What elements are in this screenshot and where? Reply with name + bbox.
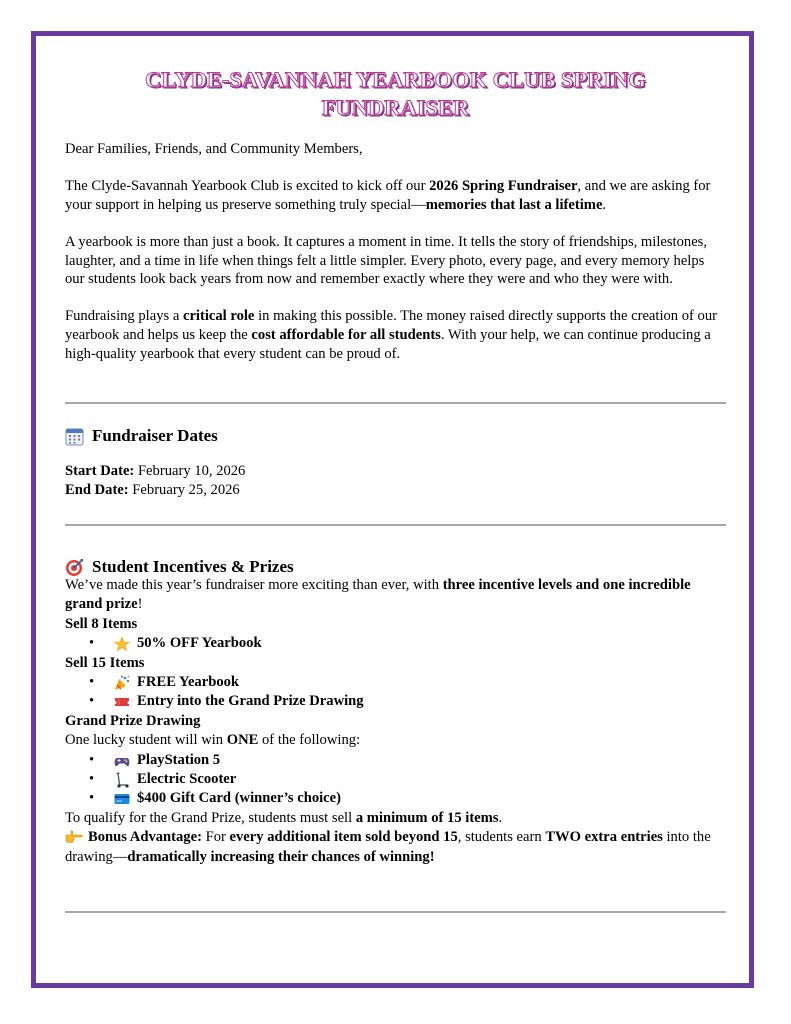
paragraph-yearbook: A yearbook is more than just a book. It captures a moment in time. It tells the story of friendships, milestones, laughter, and a time in life when things felt a little simpler. Every photo, every page, and every memory helps our students look back years from now and remember exactly where they were and who they were with.: [65, 233, 708, 288]
qualify-text: To qualify for the Grand Prize, students must sell a minimum of 15 items.: [65, 809, 503, 826]
grand-prize-list: [65, 751, 727, 809]
divider: [65, 524, 726, 526]
scooter-icon: [114, 772, 130, 788]
dates-heading: Fundraiser Dates: [65, 426, 218, 446]
target-icon: [65, 558, 84, 577]
star-icon: [114, 636, 130, 652]
game-controller-icon: [114, 753, 130, 769]
list-item: • PlayStation 5: [65, 751, 727, 770]
ticket-icon: [114, 694, 130, 710]
incentives-intro: We’ve made this year’s fundraiser more exciting than ever, with three incentive levels and one incredible grand prize!: [65, 577, 691, 613]
dates-block: [65, 462, 727, 501]
list-item: • FREE Yearbook: [65, 673, 727, 692]
start-date: Start Date: February 10, 2026: [65, 463, 246, 479]
level-2-list: [65, 673, 727, 712]
bonus-text: Bonus Advantage: For every additional item sold beyond 15, students earn TWO extra entries into the drawing—dramatically increasing their chances of winning!: [65, 829, 711, 865]
list-item: • Entry into the Grand Prize Drawing: [65, 692, 727, 711]
greeting: Dear Families, Friends, and Community Members,: [65, 141, 363, 157]
level-1-list: [65, 634, 727, 653]
incentives-block: [65, 576, 727, 867]
list-item: • 50% OFF Yearbook: [65, 634, 727, 653]
divider: [65, 911, 726, 913]
credit-card-icon: [114, 791, 130, 807]
list-item: • $400 Gift Card (winner’s choice): [65, 789, 727, 808]
intro-letter: [65, 140, 727, 363]
list-item: • Electric Scooter: [65, 770, 727, 789]
pointing-hand-icon: [65, 828, 83, 844]
grand-prize-intro: One lucky student will win ONE of the following:: [65, 732, 361, 749]
calendar-icon: [65, 427, 84, 446]
paragraph-fundraising: Fundraising plays a critical role in making this possible. The money raised directly supports the creation of our yearbook and helps us keep the cost affordable for all students. With your help, we can continue producing a high-quality yearbook that every student can be proud of.: [65, 308, 718, 362]
party-popper-icon: [114, 675, 130, 691]
page-title: CLYDE-SAVANNAH YEARBOOK CLUB SPRING FUNDRAISER: [145, 67, 646, 120]
level-2-heading: Sell 15 Items: [65, 654, 145, 671]
grand-prize-heading: Grand Prize Drawing: [65, 712, 201, 729]
paragraph-intro: The Clyde-Savannah Yearbook Club is excited to kick off our 2026 Spring Fundraiser, and we are asking for your support in helping us preserve something truly special—memories that last a lifetime.: [65, 178, 711, 213]
level-1-heading: Sell 8 Items: [65, 615, 138, 632]
incentives-heading: Student Incentives & Prizes: [65, 557, 294, 577]
divider: [65, 402, 726, 404]
end-date: End Date: February 25, 2026: [65, 482, 240, 499]
